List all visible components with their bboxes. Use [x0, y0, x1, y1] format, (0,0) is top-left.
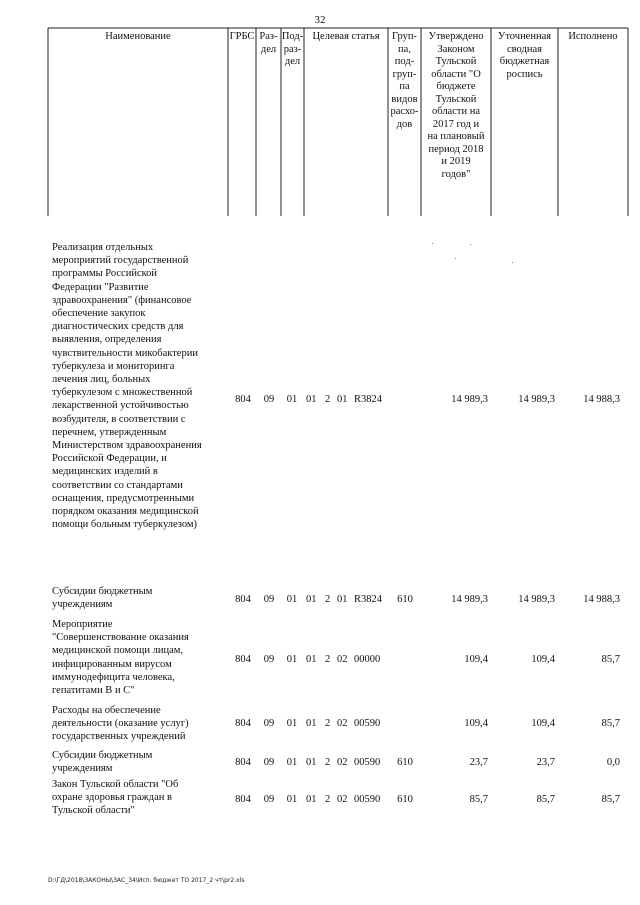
scan-speck: [432, 243, 433, 244]
header-approved: Утверждено Законом Тульской области "О бюджете Тульской области на 2017 год и на плановый период 2018 и 2019 годов": [427, 31, 485, 180]
row-group: 610: [397, 794, 413, 805]
header-group: Груп- па, под- груп- па видов расхо- дов: [390, 31, 419, 130]
row-podrazdel: 01: [286, 394, 298, 405]
row-razdel: 09: [263, 394, 275, 405]
row-executed: 85,7: [601, 718, 620, 729]
page-number: 32: [314, 14, 326, 26]
header-target: Целевая статья: [312, 31, 380, 42]
row-name: Расходы на обеспечение деятельности (оказание услуг) государственных учреждений: [52, 705, 189, 743]
row-target-event: 02: [337, 757, 348, 768]
row-refined: 23,7: [536, 757, 555, 768]
row-target-event: 02: [337, 794, 348, 805]
header-grbs: ГРБС: [229, 31, 255, 42]
row-refined: 85,7: [536, 794, 555, 805]
row-razdel: 09: [263, 794, 275, 805]
row-approved: 23,7: [469, 757, 488, 768]
row-target-subprogram: 2: [325, 594, 331, 605]
row-target-subprogram: 2: [325, 394, 331, 405]
row-target-subprogram: 2: [325, 718, 331, 729]
row-target-code: R3824: [354, 394, 383, 405]
row-name: Мероприятие "Совершенствование оказания медицинской помощи лицам, инфицированным вирусом иммунодефицита человека, гепатитами В и С": [52, 619, 189, 697]
scan-speck: [512, 262, 513, 263]
row-podrazdel: 01: [286, 794, 298, 805]
row-target-subprogram: 2: [325, 654, 331, 665]
scan-speck: [470, 244, 471, 245]
row-target-code: 00590: [354, 757, 381, 768]
row-approved: 109,4: [464, 718, 488, 729]
row-group: 610: [397, 757, 413, 768]
row-grbs: 804: [235, 718, 251, 729]
row-approved: 14 989,3: [451, 594, 488, 605]
row-target-program: 01: [306, 718, 317, 729]
row-target-program: 01: [306, 594, 317, 605]
row-target-program: 01: [306, 654, 317, 665]
row-podrazdel: 01: [286, 654, 298, 665]
header-podrazdel: Под- раз- дел: [281, 31, 304, 67]
row-refined: 109,4: [531, 654, 555, 665]
row-grbs: 804: [235, 794, 251, 805]
row-podrazdel: 01: [286, 718, 298, 729]
scan-speck: [455, 258, 456, 259]
row-razdel: 09: [263, 654, 275, 665]
row-approved: 109,4: [464, 654, 488, 665]
row-target-program: 01: [306, 757, 317, 768]
row-target-event: 01: [337, 594, 348, 605]
row-approved: 14 989,3: [451, 394, 488, 405]
row-target-subprogram: 2: [325, 794, 331, 805]
file-path-footer: D:\ГД\2018\ЗАКОНЫ\ЗАС_34\Исп. бюджет ТО 2017_2 чт\pr2.xls: [48, 877, 245, 884]
row-target-subprogram: 2: [325, 757, 331, 768]
row-grbs: 804: [235, 394, 251, 405]
row-podrazdel: 01: [286, 757, 298, 768]
row-target-code: R3824: [354, 594, 383, 605]
row-refined: 109,4: [531, 718, 555, 729]
row-refined: 14 989,3: [518, 394, 555, 405]
row-target-code: 00000: [354, 654, 381, 665]
row-name: Субсидии бюджетным учреждениям: [52, 586, 153, 611]
row-executed: 14 988,3: [583, 594, 620, 605]
header-razdel: Раз- дел: [259, 31, 278, 55]
row-executed: 14 988,3: [583, 394, 620, 405]
row-podrazdel: 01: [286, 594, 298, 605]
row-refined: 14 989,3: [518, 594, 555, 605]
header-name: Наименование: [105, 31, 171, 42]
row-group: 610: [397, 594, 413, 605]
row-target-code: 00590: [354, 794, 381, 805]
row-razdel: 09: [263, 718, 275, 729]
row-executed: 85,7: [601, 654, 620, 665]
row-name: Субсидии бюджетным учреждениям: [52, 750, 153, 775]
row-target-program: 01: [306, 794, 317, 805]
header-executed: Исполнено: [568, 31, 618, 42]
row-target-event: 01: [337, 394, 348, 405]
row-executed: 85,7: [601, 794, 620, 805]
row-target-event: 02: [337, 654, 348, 665]
row-executed: 0,0: [606, 757, 620, 768]
row-target-code: 00590: [354, 718, 381, 729]
row-grbs: 804: [235, 654, 251, 665]
row-grbs: 804: [235, 594, 251, 605]
row-razdel: 09: [263, 594, 275, 605]
row-approved: 85,7: [469, 794, 488, 805]
row-target-program: 01: [306, 394, 317, 405]
row-name: Закон Тульской области "Об охране здоровья граждан в Тульской области": [52, 779, 179, 817]
row-grbs: 804: [235, 757, 251, 768]
row-target-event: 02: [337, 718, 348, 729]
header-refined: Уточненная сводная бюджетная роспись: [497, 31, 552, 80]
row-name: Реализация отдельных мероприятий государственной программы Российской Федерации "Развитие здравоохранения" (финансовое обеспечение закупок диагностических средств для выявления, определения чувствительности микобактерии туберкулеза и мониторинга лечения лиц, больных туберкулезом с множественной лекарственной устойчивостью возбудителя, в соответствии с перечнем, утвержденным Министерством здравоохранения Российской Федерации, и медицинских изделий в соответствии со стандартами оснащения, предусмотренными порядком оказания медицинской помощи больным туберкулезом): [52, 242, 202, 531]
row-razdel: 09: [263, 757, 275, 768]
